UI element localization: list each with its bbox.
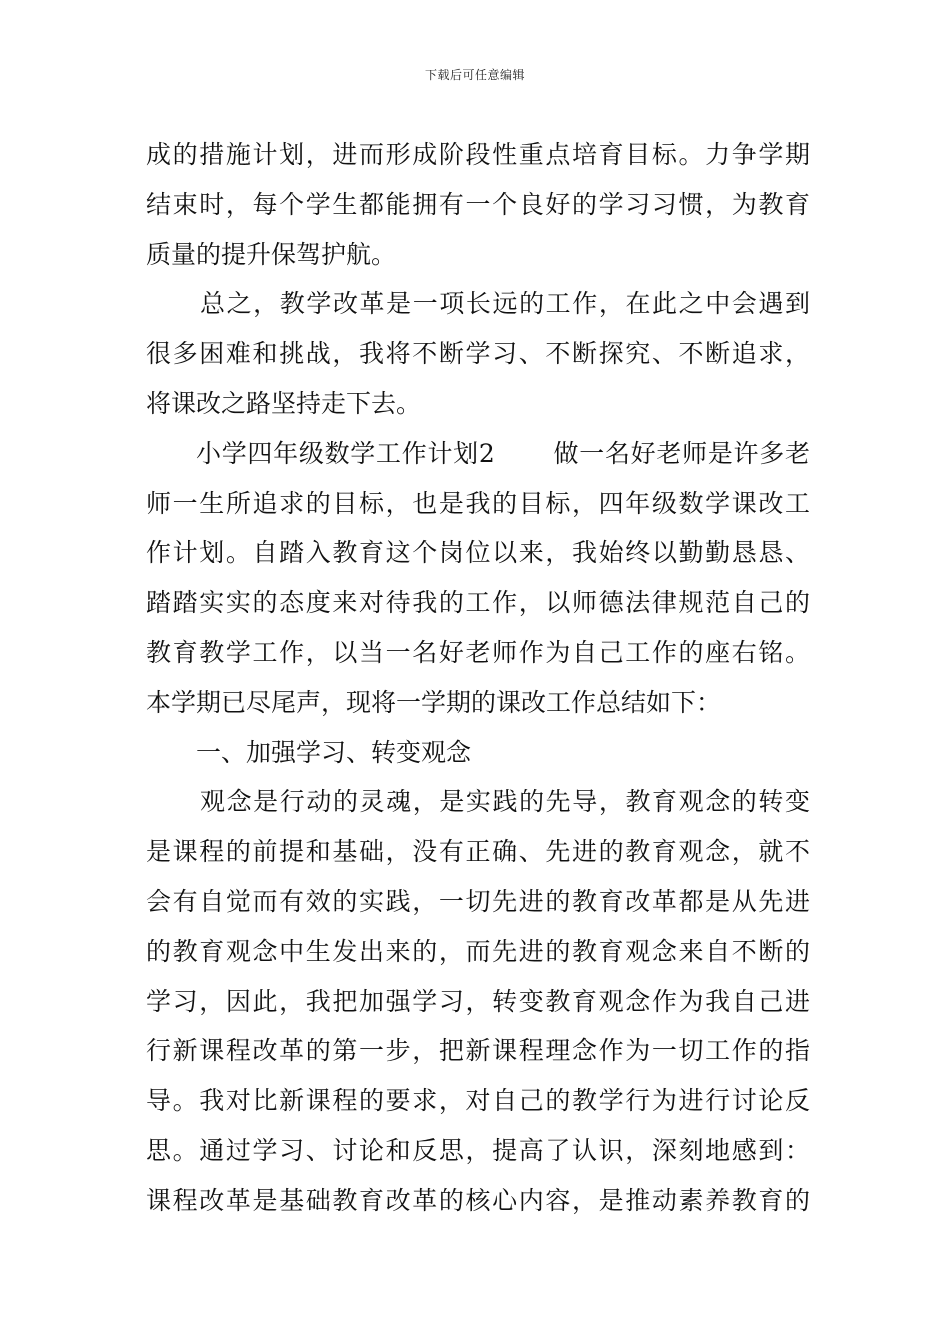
text-line: 师一生所追求的目标，也是我的目标，四年级数学课改工 [146,488,810,518]
text-line: 学习，因此，我把加强学习，转变教育观念作为我自己进 [146,986,810,1016]
text-line: 教育教学工作，以当一名好老师作为自己工作的座右铭。 [146,637,810,667]
text-line: 思。通过学习、讨论和反思，提高了认识，深刻地感到： [146,1135,810,1165]
text-line: 导。我对比新课程的要求，对自己的教学行为进行讨论反 [146,1086,810,1116]
text-line: 观念是行动的灵魂，是实践的先导，教育观念的转变 [200,787,810,817]
text-line: 作计划。自踏入教育这个岗位以来，我始终以勤勤恳恳、 [146,538,810,568]
text-line: 是课程的前提和基础，没有正确、先进的教育观念，就不 [146,837,810,867]
text-line: 的教育观念中生发出来的，而先进的教育观念来自不断的 [146,936,810,966]
text-line: 质量的提升保驾护航。 [146,239,397,269]
text-line: 成的措施计划，进而形成阶段性重点培育目标。力争学期 [146,140,810,169]
text-line: 踏踏实实的态度来对待我的工作，以师德法律规范自己的 [146,588,810,618]
text-line: 本学期已尽尾声，现将一学期的课改工作总结如下： [146,687,722,717]
text-line: 结束时，每个学生都能拥有一个良好的学习习惯，为教育 [146,189,810,219]
text-line: 将课改之路坚持走下去。 [146,388,422,418]
text-line: 课程改革是基础教育改革的核心内容，是推动素养教育的 [146,1185,810,1215]
section-title: 小学四年级数学工作计划2 [196,438,495,468]
text-line: 会有自觉而有效的实践，一切先进的教育改革都是从先进 [146,886,810,916]
text-line-with-heading [146,429,810,479]
text-line: 总之，教学改革是一项长远的工作，在此之中会遇到 [200,289,810,319]
document-body [146,130,810,1226]
section-heading: 一、加强学习、转变观念 [196,737,472,767]
text-line: 行新课程改革的第一步，把新课程理念作为一切工作的指 [146,1036,810,1066]
text-line: 很多困难和挑战，我将不断学习、不断探究、不断追求， [146,339,810,369]
page-header-note: 下载后可任意编辑 [424,68,525,82]
text-segment: 做一名好老师是许多老 [552,438,810,468]
